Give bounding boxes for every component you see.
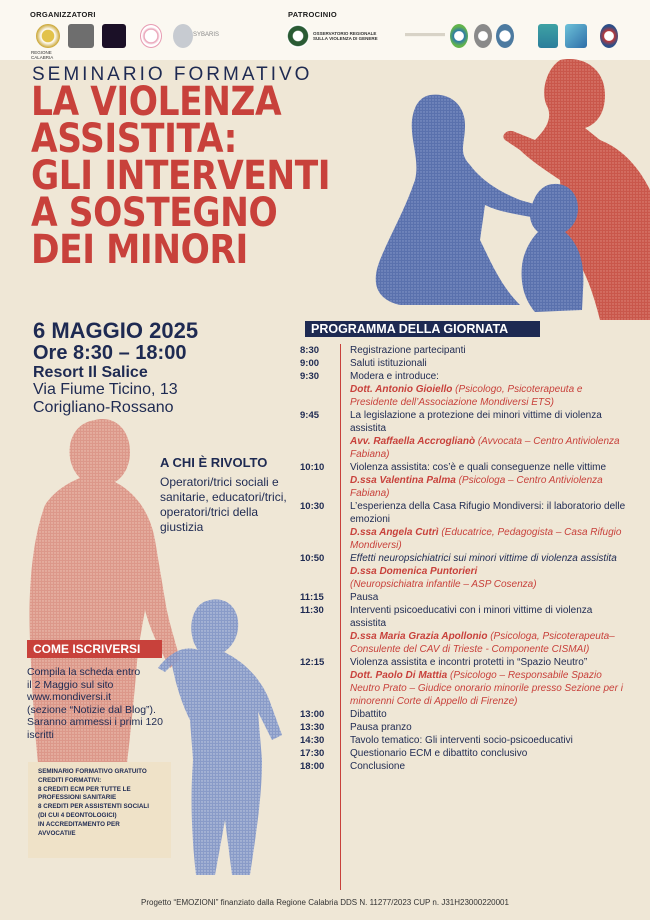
event-title [31, 79, 409, 273]
credits-line: 8 CREDITI ECM PER TUTTE LE [38, 785, 131, 793]
program-time: 9:45 [300, 410, 320, 421]
event-subtitle: SEMINARIO FORMATIVO [32, 64, 313, 85]
program-time: 14:30 [300, 735, 325, 746]
registration-line-5: Saranno ammessi i primi 120 [27, 716, 163, 728]
program-description: Violenza assistita: cos’è e quali conseguenze nelle vittime [350, 462, 607, 473]
program-row [300, 604, 630, 656]
program-speaker: D.ssa Valentina Palma [350, 475, 456, 486]
program-item-body [350, 500, 630, 552]
audience-text: Operatori/trici sociali e sanitarie, educatori/trici, operatori/trici della giustizia [160, 475, 287, 534]
program-description: Conclusione [350, 761, 406, 772]
registration-heading: COME ISCRIVERSI [27, 640, 162, 658]
sybaris-logo-text: SYBARIS [193, 32, 220, 38]
program-row [300, 370, 630, 409]
title-line-5: DEI MINORI [31, 227, 248, 273]
footer-funding-note: Progetto “EMOZIONI” finanziato dalla Regione Calabria DDS N. 11277/2023 CUP n. J31H23000220001 [141, 898, 509, 907]
child-figure [522, 184, 584, 312]
credits-line: AVVOCATI/E [38, 829, 76, 837]
program-description: Questionario ECM e dibattito conclusivo [350, 748, 528, 759]
program-speaker-role: (Psicologo, Psicoterapeuta e Presidente dell’Associazione Mondiversi ETS) [350, 384, 583, 408]
program-row [300, 500, 630, 552]
program-time: 18:00 [300, 761, 325, 772]
program-time: 10:50 [300, 553, 325, 564]
program-item-body [350, 760, 630, 773]
credits-line: 8 CREDITI PER ASSISTENTI SOCIALI [38, 803, 150, 811]
program-item-body [350, 656, 630, 708]
program-speaker: Avv. Raffaella Accroglianò [350, 436, 476, 447]
program-row [300, 591, 630, 604]
program-row [300, 708, 630, 721]
program-item-body [350, 708, 630, 721]
program-speaker: Dott. Paolo Di Mattia [350, 670, 448, 681]
program-description: Tavolo tematico: Gli interventi socio-psicoeducativi [350, 735, 573, 746]
program-time: 13:00 [300, 709, 325, 720]
program-time: 17:30 [300, 748, 325, 759]
program-time: 8:30 [300, 345, 320, 356]
program-row [300, 461, 630, 500]
credits-line: (DI CUI 4 DEONTOLOGICI) [38, 811, 117, 819]
program-speaker-block [350, 669, 630, 708]
program-description: Dibattito [350, 709, 387, 720]
program-item-body [350, 734, 630, 747]
regione-logo-text: REGIONE CALABRIA [31, 50, 54, 60]
program-description: Modera e introduce: [350, 371, 439, 382]
program-description: L’esperienza della Casa Rifugio Mondiversi: il laboratorio delle emozioni [350, 501, 626, 525]
program-item-body [350, 721, 630, 734]
program-speaker-role: (Psicologa – Centro Antiviolenza Fabiana) [350, 475, 603, 499]
program-speaker-block [350, 526, 630, 552]
registration-text [27, 666, 192, 741]
program-description: Pausa [350, 592, 379, 603]
program-speaker-block [350, 435, 630, 461]
registration-line-1: Compila la scheda entro [27, 666, 141, 678]
program-item-body [350, 461, 630, 500]
program-item-body [350, 552, 630, 591]
audience-heading: A CHI È RIVOLTO [160, 455, 268, 470]
address-line-1: Via Fiume Ticino, 13 [33, 381, 178, 398]
program-row [300, 721, 630, 734]
title-line-4: A SOSTEGNO [31, 190, 278, 236]
program-item-body [350, 370, 630, 409]
program-speaker-role: (Educatrice, Pedagogista – Casa Rifugio Mondiversi) [350, 527, 622, 551]
program-row [300, 409, 630, 461]
program-speaker-role: (Neuropsichiatra infantile – ASP Cosenza) [350, 579, 537, 590]
program-row [300, 344, 630, 357]
program-item-body [350, 747, 630, 760]
title-line-3: GLI INTERVENTI [31, 153, 331, 199]
program-description: Interventi psicoeducativi con i minori vittime di violenza assistita [350, 605, 593, 629]
credits-line: IN ACCREDITAMENTO PER [38, 820, 120, 828]
program-speaker-block [350, 474, 630, 500]
credits-line: PROFESSIONI SANITARIE [38, 794, 117, 802]
program-item-body [350, 604, 630, 656]
program-time: 10:10 [300, 462, 325, 473]
event-time: Ore 8:30 – 18:00 [33, 342, 187, 364]
program-row [300, 552, 630, 591]
program-speaker-role: (Psicologa, Psicoterapeuta–Consulente del CAV di Trieste - Componente CISMAI) [350, 631, 615, 655]
program-description: Saluti istituzionali [350, 358, 427, 369]
program-speaker: D.ssa Maria Grazia Apollonio [350, 631, 488, 642]
organizers-label: ORGANIZZATORI [30, 10, 96, 19]
program-time: 12:15 [300, 657, 325, 668]
patronage-label: PATROCINIO [288, 10, 337, 19]
event-address [33, 381, 178, 417]
program-description: Violenza assistita e incontri protetti in “Spazio Neutro” [350, 657, 588, 668]
program-time: 13:30 [300, 722, 325, 733]
title-line-2: ASSISTITA: [31, 116, 237, 162]
program-row [300, 734, 630, 747]
credits-box [28, 762, 171, 858]
program-speaker-role: (Avvocata – Centro Antiviolenza Fabiana) [350, 436, 620, 460]
program-speaker: D.ssa Angela Cutrì [350, 527, 439, 538]
registration-line-2: il 2 Maggio sul sito [27, 678, 114, 691]
event-venue: Resort Il Salice [33, 364, 148, 381]
program-description: Effetti neuropsichiatrici sui minori vittime di violenza assistita [350, 553, 617, 564]
registration-line-4: (sezione “Notizie dal Blog”). [27, 703, 156, 716]
program-speaker: Dott. Antonio Gioiello [350, 384, 453, 395]
program-time: 9:00 [300, 358, 320, 369]
registration-website-link[interactable]: www.mondiversi.it [27, 691, 112, 703]
program-row [300, 656, 630, 708]
program-description: La legislazione a protezione dei minori vittime di violenza assistita [350, 410, 602, 434]
credits-line: SEMINARIO FORMATIVO GRATUITO [38, 768, 147, 775]
program-speaker-block [350, 565, 630, 591]
program-description: Registrazione partecipanti [350, 345, 466, 356]
address-line-2: Corigliano-Rossano [33, 399, 174, 416]
osservatorio-logo-text: OSSERVATORIO REGIONALE SULLA VIOLENZA DI GENERE [313, 31, 378, 41]
program-speaker-block [350, 383, 630, 409]
program-time: 10:30 [300, 501, 325, 512]
registration-line-6: iscritti [27, 728, 54, 741]
program-item-body [350, 344, 630, 357]
program-row [300, 747, 630, 760]
program-row [300, 760, 630, 773]
program-item-body [350, 409, 630, 461]
title-line-1: LA VIOLENZA [31, 79, 282, 125]
program-time: 11:15 [300, 592, 324, 603]
credits-line: CREDITI FORMATIVI: [38, 776, 102, 784]
program-item-body [350, 591, 630, 604]
program-speaker-role: (Psicologo – Responsabile Spazio Neutro Prato – Giudice onorario minorile presso Sezione per i minorenni Corte di Appello di Firenze) [350, 670, 623, 707]
program-row [300, 357, 630, 370]
program-heading: PROGRAMMA DELLA GIORNATA [305, 321, 540, 337]
program-description: Pausa pranzo [350, 722, 412, 733]
program-item-body [350, 357, 630, 370]
program-list [300, 344, 630, 773]
program-time: 11:30 [300, 605, 324, 616]
program-speaker: D.ssa Domenica Puntorieri [350, 566, 478, 577]
program-speaker-block [350, 630, 630, 656]
program-time: 9:30 [300, 371, 320, 382]
event-date: 6 MAGGIO 2025 [33, 318, 199, 343]
